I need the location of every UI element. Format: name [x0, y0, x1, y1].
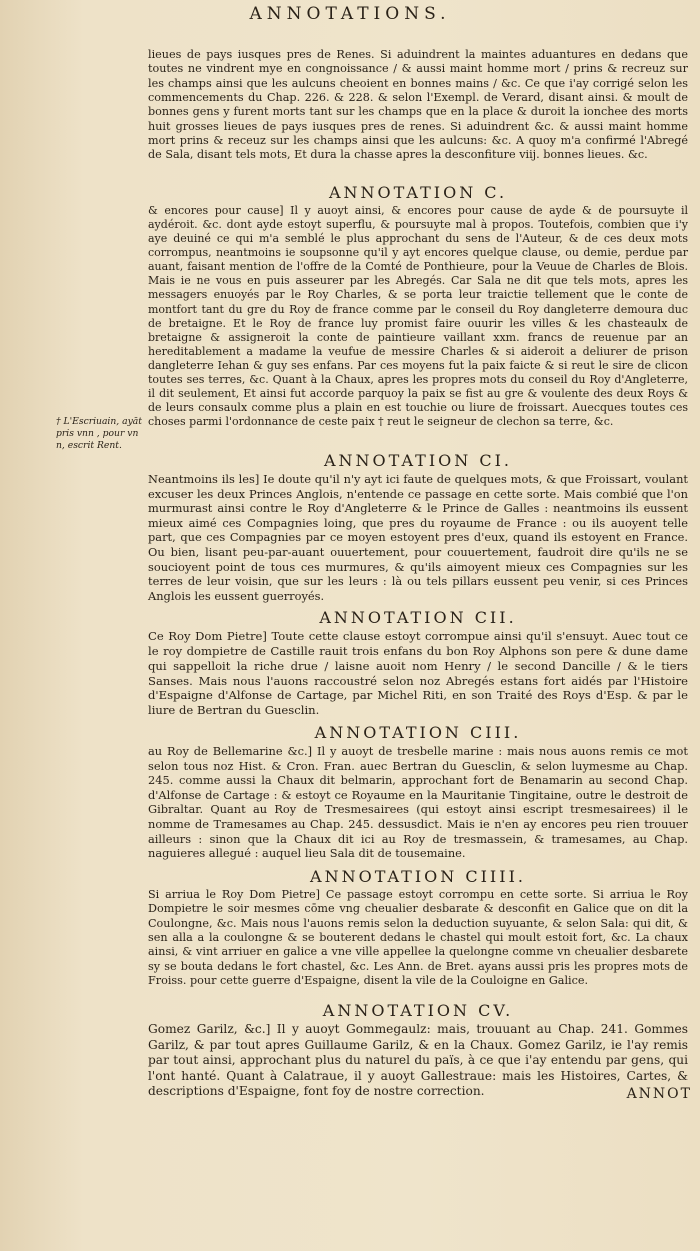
section-intro-text: lieues de pays iusques pres de Renes. Si aduindrent la maintes aduantures en dedans que toutes ne vindrent mye en congnoissance / & aussi maint homme mort / prins & recreuz sur les champs ainsi que les aulcuns cheoient en bonnes mains / &c. Ce que i'ay corrigé selon les commencements du Chap. 226. & 228. & selon l'Exempl. de Verard, disant ainsi. & moult de bonnes gens y furent morts tant sur les champs que en la place & duroit la ionchee des morts huit grosses lieues de pays iusques pres de renes. Si aduindrent &c. & aussi maint homme mort prins & receuz sur les champs ainsi que les aulcuns: &c. A quoy m'a confirmé l'Abregé de Sala, disant tels mots, Et dura la chasse apres la desconfiture viij. bonnes lieues. &c.	[148, 48, 688, 162]
section-annotation-ciii	[148, 722, 688, 861]
heading-annotation-c: ANNOTATION C.	[328, 183, 508, 202]
annotation-ciiii-text: Si arriua le Roy Dom Pietre] Ce passage estoyt corrompu en cette sorte. Si arriua le Roy Dompietre le soir mesmes cōme vng cheualier desbarate & desconfit en Galice que on dit la Coulongne, &c. Mais nous l'auons remis selon la deduction suyuante, & selon Sala: qui dit, & sen alla a la coulongne & se bouterent dedans le chastel qui moult estoit fort, &c. La chaux ainsi, & vint arriuer en galice a vne ville appellee la quelongne comme vn cheualier desbarete sy se bouta dedans le fort chastel, &c. Les Ann. de Bret. ayans aussi pris les propres mots de Froiss. pour cette guerre d'Espaigne, disent la vile de la Couloigne en Galice.	[148, 888, 688, 988]
heading-annotation-ci: ANNOTATION CI.	[324, 451, 512, 470]
section-intro	[148, 48, 688, 163]
annotation-ci-text: Neantmoins ils les] Ie doute qu'il n'y ayt ici faute de quelques mots, & que Froissart, voulant excuser les deux Princes Anglois, n'entende ce passage en cette sorte. Mais combié que l'on murmurast ainsi contre le Roy d'Angleterre & le Prince de Galles : neantmoins ils eussent mieux aimé ces Compagnies loing, que pres du royaume de France : ou ils auoyent telle part, que ces Compagnies par ce moyen estoyent pres d'eux, quand ils estoyent en France. Ou bien, lisant peu-par-auant ouuertement, pour couuertement, faudroit dire qu'ils ne se soucioyent point de tous ces murmures, & qu'ils aimoyent mieux ces Compagnies sur les terres de leur voisin, que sur les leurs : là ou tels pillars eussent peu venir, si ces Princes Anglois les eussent guerroyés.	[148, 472, 688, 603]
heading-annotation-cv: ANNOTATION CV.	[322, 1001, 514, 1020]
annotation-ciii-text: au Roy de Bellemarine &c.] Il y auoyt de tresbelle marine : mais nous auons remis ce mot selon tous noz Hist. & Cron. Fran. auec Bertran du Guesclin, & selon luymesme au Chap. 245. comme aussi la Chaux dit belmarin, approchant fort de Benamarin au second Chap. d'Alfonse de Cartage : & estoyt ce Royaume en la Mauritanie Tingitaine, outre le destroit de Gibraltar. Quant au Roy de Tresmesairees (qui estoyt ainsi escript tresmesairees) il le nomme de Tramesames au Chap. 245. dessusdict. Mais ie n'en ay encores peu rien trouuer ailleurs : sinon que la Chaux dit ici au Roy de tresmassein, & tramesames, au Chap. naguieres allegué : auquel lieu Sala dit de tousemaine.	[148, 744, 688, 861]
running-head: ANNOTATIONS.	[249, 4, 451, 24]
section-annotation-cii	[148, 607, 688, 718]
section-annotation-cv	[148, 1000, 688, 1100]
heading-annotation-ciii: ANNOTATION CIII.	[314, 723, 522, 742]
annotation-cii-text: Ce Roy Dom Pietre] Toute cette clause estoyt corrompue ainsi qu'il s'ensuyt. Auec tout ce le roy dompietre de Castille rauit trois enfans du bon Roy Alphons son pere & dune dame qui sappelloit la riche drue / laisne auoit nom Henry / le second Dancille / & le tiers Sanses. Mais nous l'auons raccoustré selon noz Abregés estans fort aidés par l'Histoire d'Espaigne d'Alfonse de Cartage, par Michel Riti, en son Traité des Roys d'Esp. & par le liure de Bertran du Guesclin.	[148, 629, 688, 718]
heading-annotation-ciiii: ANNOTATION CIIII.	[310, 867, 526, 886]
annotation-c-text: & encores pour cause] Il y auoyt ainsi, & encores pour cause de ayde & de poursuyte il aydéroit. &c. dont ayde estoyt superflu, & poursuyte mal à propos. Toutefois, combien que i'y aye deuiné ce qui m'a semblé le plus approchant du sens de l'Auteur, & de ces deux mots corrompus, neantmoins ie soupsonne qu'il y ayt encores quelque clause, ou demie, perdue par auant, faisant mention de l'offre de la Comté de Ponthieure, pour la Veuue de Charles de Blois. Mais ie ne vous en puis asseurer par les Abregés. Car Sala ne dit que tels mots, apres les messagers enuoyés par le Roy Charles, & se porta leur traictie tellement que le conte de montfort tant du gre du Roy de france comme par le conseil du Roy dangleterre demoura duc de bretaigne. Et le Roy de france luy promist faire ouurir les villes & les chasteaulx de bretaigne & assigneroit la conte de paintieure vaillant xxm. francs de reuenue par an hereditablement a madame la veufue de messire Charles & si aideroit a deliurer de prison dangleterre Iehan & guy ses enfans. Par ces moyens fut la paix faicte & si reut le sire de clicon toutes ses terres, &c. Quant à la Chaux, apres les propres mots du conseil du Roy d'Angleterre, il dit seulement, Et ainsi fut accorde parquoy la paix se fist au gre & voulente des deux Roys & de leurs consaulx comme plus a plain en est touchie ou liure de froissart. Auecques toutes ces choses parmi l'ordonnance de ceste paix † reut le seigneur de clechon sa terre, &c.	[148, 204, 688, 429]
heading-annotation-cii: ANNOTATION CII.	[319, 608, 517, 627]
section-annotation-c	[148, 182, 688, 429]
margin-note: † L'Escriuain, ayāt pris vnn , pour vn n, escrit Rent.	[56, 416, 142, 451]
annotation-cv-text: Gomez Garilz, &c.] Il y auoyt Gommegaulz: mais, trouuant au Chap. 241. Gommes Garilz, & par tout apres Guillaume Garilz, & en la Chaux. Gomez Garilz, ie l'ay remis par tout ainsi, approchant plus du naturel du païs, à ce que i'ay entendu par gens, qui l'ont hanté. Quant à Calatraue, il y auoyt Gallestraue: mais les Histoires, Cartes, & descriptions d'Espaigne, font foy de nostre correction.	[148, 1022, 688, 1099]
section-annotation-ci	[148, 450, 688, 603]
section-annotation-ciiii	[148, 866, 688, 988]
catchword: ANNOT	[626, 1086, 692, 1102]
